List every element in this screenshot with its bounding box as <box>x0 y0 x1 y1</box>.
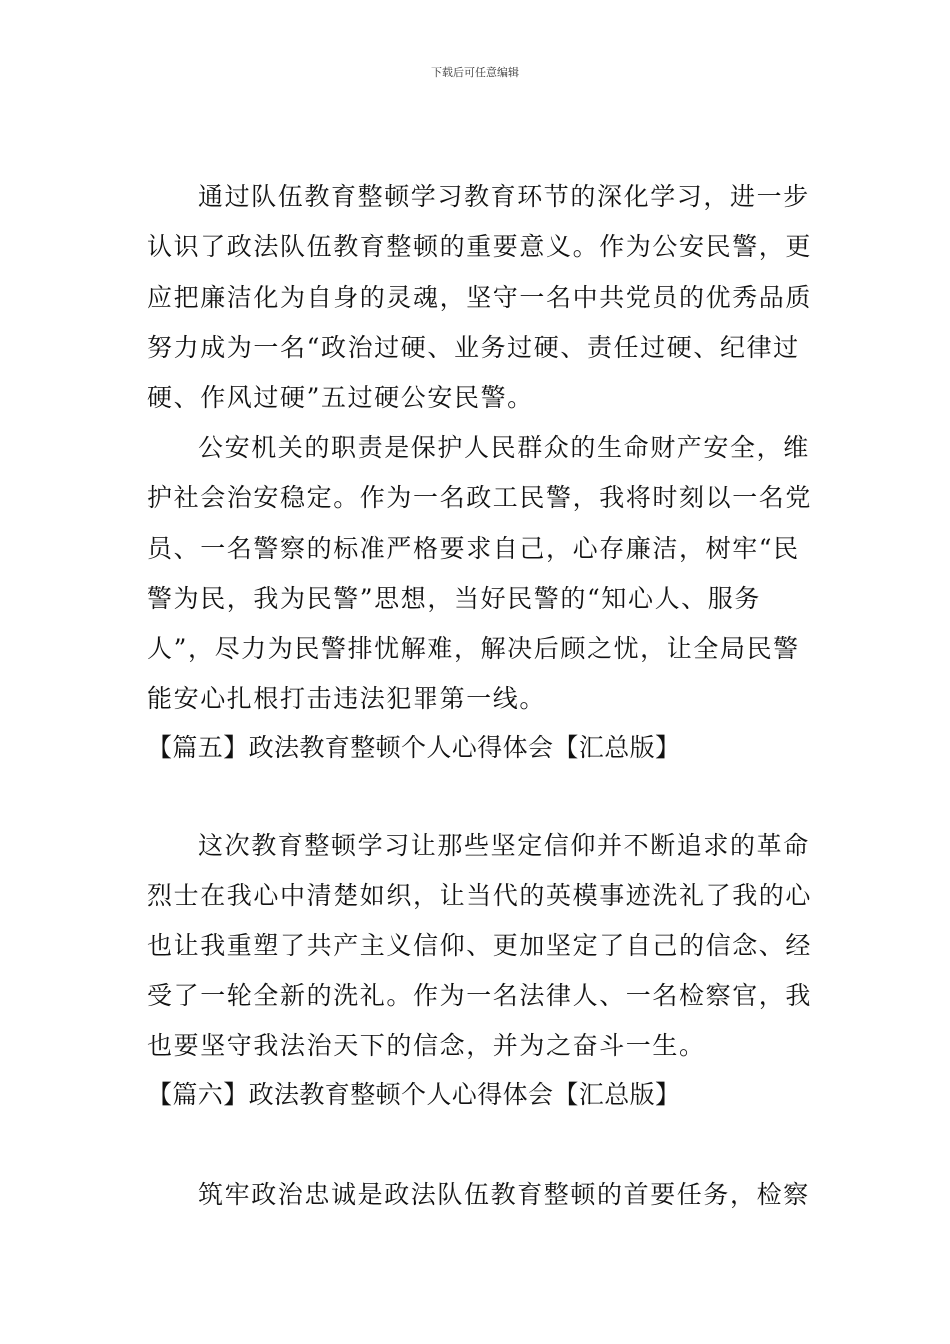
paragraph-3-line-4: 受了一轮全新的洗礼。作为一名法律人、一名检察官，我 <box>147 981 813 1010</box>
paragraph-3-line-3: 也让我重塑了共产主义信仰、更加坚定了自己的信念、经 <box>147 931 813 960</box>
paragraph-3-line-1: 这次教育整顿学习让那些坚定信仰并不断追求的革命 <box>198 831 810 860</box>
paragraph-1-line-1: 通过队伍教育整顿学习教育环节的深化学习，进一步 <box>198 182 810 211</box>
paragraph-2-line-3: 员、一名警察的标准严格要求自己，心存廉洁，树牢“民 <box>147 534 800 563</box>
paragraph-1-line-4: 努力成为一名“政治过硬、业务过硬、责任过硬、纪律过 <box>147 333 800 362</box>
paragraph-1-line-5: 硬、作风过硬”五过硬公安民警。 <box>147 383 534 412</box>
section-heading-5: 【篇五】政法教育整顿个人心得体会【汇总版】 <box>147 733 681 762</box>
paragraph-2-line-1: 公安机关的职责是保护人民群众的生命财产安全，维 <box>198 433 810 462</box>
paragraph-1-line-3: 应把廉洁化为自身的灵魂，坚守一名中共党员的优秀品质 <box>147 283 813 312</box>
section-heading-6: 【篇六】政法教育整顿个人心得体会【汇总版】 <box>147 1080 681 1109</box>
paragraph-2-line-6: 能安心扎根打击违法犯罪第一线。 <box>147 684 547 713</box>
paragraph-4-line-1: 筑牢政治忠诚是政法队伍教育整顿的首要任务，检察 <box>198 1180 810 1209</box>
page-header: 下载后可任意编辑 <box>431 66 519 79</box>
paragraph-3-line-2: 烈士在我心中清楚如织，让当代的英模事迹洗礼了我的心 <box>147 881 813 910</box>
paragraph-2-line-5: 人”，尽力为民警排忧解难，解决后顾之忧，让全局民警 <box>147 634 800 663</box>
paragraph-1-line-2: 认识了政法队伍教育整顿的重要意义。作为公安民警，更 <box>147 232 813 261</box>
paragraph-3-line-5: 也要坚守我法治天下的信念，并为之奋斗一生。 <box>147 1031 706 1060</box>
paragraph-2-line-4: 警为民，我为民警”思想，当好民警的“知心人、服务 <box>147 584 761 613</box>
paragraph-2-line-2: 护社会治安稳定。作为一名政工民警，我将时刻以一名党 <box>147 483 813 512</box>
